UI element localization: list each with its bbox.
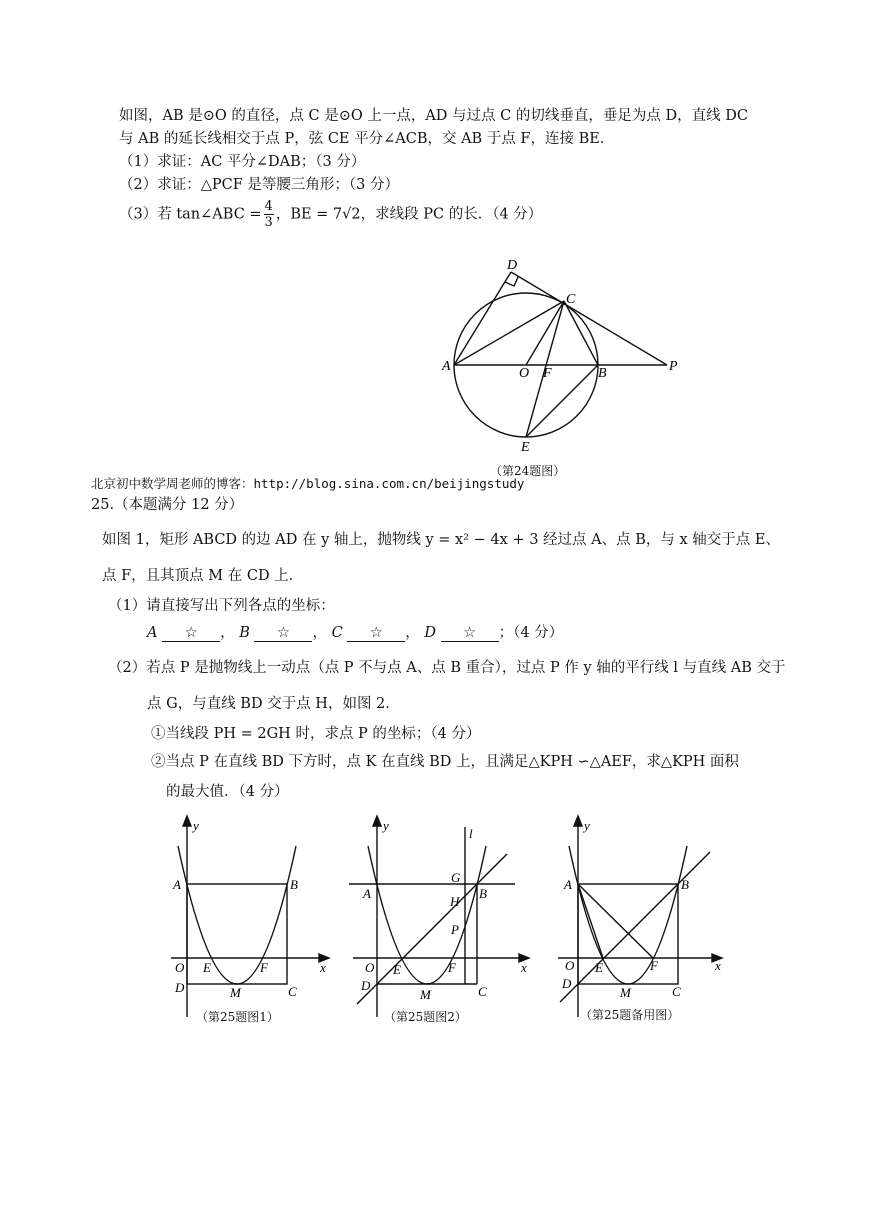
label-x: x <box>715 958 721 973</box>
q24-part2: （2）求证：△PCF 是等腰三角形；（3 分） <box>119 177 399 193</box>
q25-sub2-line2: 的最大值．（4 分） <box>166 784 289 800</box>
q24-part1: （1）求证：AC 平分∠DAB；（3 分） <box>119 154 366 170</box>
blank-sep-b: ， <box>312 625 327 641</box>
label-f: F <box>448 960 456 975</box>
line-cb <box>564 301 598 365</box>
label-d: D <box>175 980 185 995</box>
q25-caption3: （第25题备用图） <box>580 1008 680 1022</box>
label-y: y <box>584 818 590 833</box>
q25-part1: （1）请直接写出下列各点的坐标： <box>108 598 335 614</box>
label-c: C <box>672 984 681 999</box>
label-b: B <box>598 366 607 381</box>
line-ae <box>578 884 603 958</box>
line-be <box>526 365 598 437</box>
q24-intro-line2: 与 AB 的延长线相交于点 P，弦 CE 平分∠ACB，交 AB 于点 F，连接 BE． <box>119 131 615 147</box>
line-ad <box>454 272 511 365</box>
blank-sep-d: ；（4 分） <box>498 625 564 641</box>
y-axis-arrow <box>574 816 582 826</box>
label-d: D <box>507 258 518 273</box>
blank-sep-c: ， <box>405 625 420 641</box>
label-e: E <box>595 960 603 975</box>
label-f: F <box>543 366 552 381</box>
blank-sep-a: ， <box>220 625 235 641</box>
q25-blanks-row <box>147 623 563 643</box>
label-e: E <box>393 962 401 977</box>
blank-label-b: B <box>239 625 250 641</box>
label-b: B <box>479 886 487 901</box>
q24-part3-b: ，BE = 7√2，求线段 PC 的长．（4 分） <box>275 206 543 223</box>
parabola <box>178 846 296 984</box>
blank-c[interactable]: ☆ <box>347 625 405 642</box>
parabola <box>569 846 687 984</box>
q25-sub2-line1: ②当点 P 在直线 BD 下方时，点 K 在直线 BD 上，且满足△KPH ∽△AEF，求△KPH 面积 <box>151 754 739 770</box>
label-p: P <box>451 922 459 937</box>
blank-label-d: D <box>424 625 437 641</box>
label-d: D <box>562 976 572 991</box>
line-bd <box>560 852 710 1002</box>
q25-figure2 <box>345 812 540 1027</box>
q25-caption1: （第25题图1） <box>196 1010 279 1024</box>
q24-part3-a: （3）若 tan∠ABC = <box>119 206 262 223</box>
y-axis-arrow <box>183 816 191 826</box>
label-h: H <box>450 894 460 909</box>
fraction-numerator: 4 <box>264 199 273 214</box>
q24-fraction <box>264 199 274 230</box>
q24-part3 <box>119 199 542 230</box>
label-m: M <box>230 985 241 1000</box>
label-o: O <box>365 960 375 975</box>
label-l: l <box>469 826 473 841</box>
label-m: M <box>620 985 631 1000</box>
label-o: O <box>519 366 530 381</box>
blank-a[interactable]: ☆ <box>162 625 220 642</box>
q25-header: 25.（本题满分 12 分） <box>91 497 244 513</box>
label-m: M <box>420 987 431 1002</box>
q24-intro-line1: 如图，AB 是⊙O 的直径，点 C 是⊙O 上一点，AD 与过点 C 的切线垂直，垂足为点 D，直线 DC <box>119 108 748 124</box>
blank-b[interactable]: ☆ <box>254 625 312 642</box>
label-a: A <box>173 877 181 892</box>
label-x: x <box>521 960 527 975</box>
q25-sub1: ①当线段 PH = 2GH 时，求点 P 的坐标；（4 分） <box>151 726 481 742</box>
line-ac <box>454 301 564 365</box>
blank-label-a: A <box>147 625 158 641</box>
label-a: A <box>442 359 451 374</box>
q24-figure <box>430 255 690 470</box>
q25-intro-line1: 如图 1，矩形 ABCD 的边 AD 在 y 轴上，抛物线 y = x² − 4x + 3 经过点 A、点 B，与 x 轴交于点 E、 <box>102 532 780 548</box>
label-a: A <box>363 886 371 901</box>
q25-part2-line1: （2）若点 P 是抛物线上一动点（点 P 不与点 A、点 B 重合），过点 P 作 y 轴的平行线 l 与直线 AB 交于 <box>108 660 786 676</box>
label-a: A <box>564 877 572 892</box>
label-b: B <box>681 877 689 892</box>
label-p: P <box>669 359 678 374</box>
label-o: O <box>565 958 575 973</box>
q25-part2-line2: 点 G，与直线 BD 交于点 H，如图 2． <box>147 696 400 712</box>
q25-intro-line2: 点 F，且其顶点 M 在 CD 上． <box>102 568 304 584</box>
label-c: C <box>566 292 576 307</box>
label-c: C <box>478 984 487 999</box>
line-co <box>526 301 564 365</box>
q25-figure3 <box>552 812 737 1027</box>
label-c: C <box>288 984 297 999</box>
fraction-denominator: 3 <box>264 215 273 230</box>
label-y: y <box>383 818 389 833</box>
label-f: F <box>260 960 268 975</box>
q24-caption: （第24题图） <box>490 464 566 478</box>
y-axis-arrow <box>373 816 381 826</box>
blank-d[interactable]: ☆ <box>441 625 499 642</box>
q25-caption2: （第25题图2） <box>384 1010 467 1024</box>
q25-figure1 <box>165 812 340 1027</box>
blank-label-c: C <box>331 625 343 641</box>
line-bd <box>357 854 507 1004</box>
label-b: B <box>290 877 298 892</box>
label-e: E <box>203 960 211 975</box>
label-o: O <box>175 960 185 975</box>
label-e: E <box>521 440 530 455</box>
label-y: y <box>193 818 199 833</box>
label-d: D <box>361 978 371 993</box>
label-g: G <box>451 870 461 885</box>
label-x: x <box>320 960 326 975</box>
label-f: F <box>650 958 658 973</box>
blog-line: 北京初中数学周老师的博客：http://blog.sina.com.cn/beijingstudy <box>91 476 525 491</box>
parabola <box>368 846 486 984</box>
